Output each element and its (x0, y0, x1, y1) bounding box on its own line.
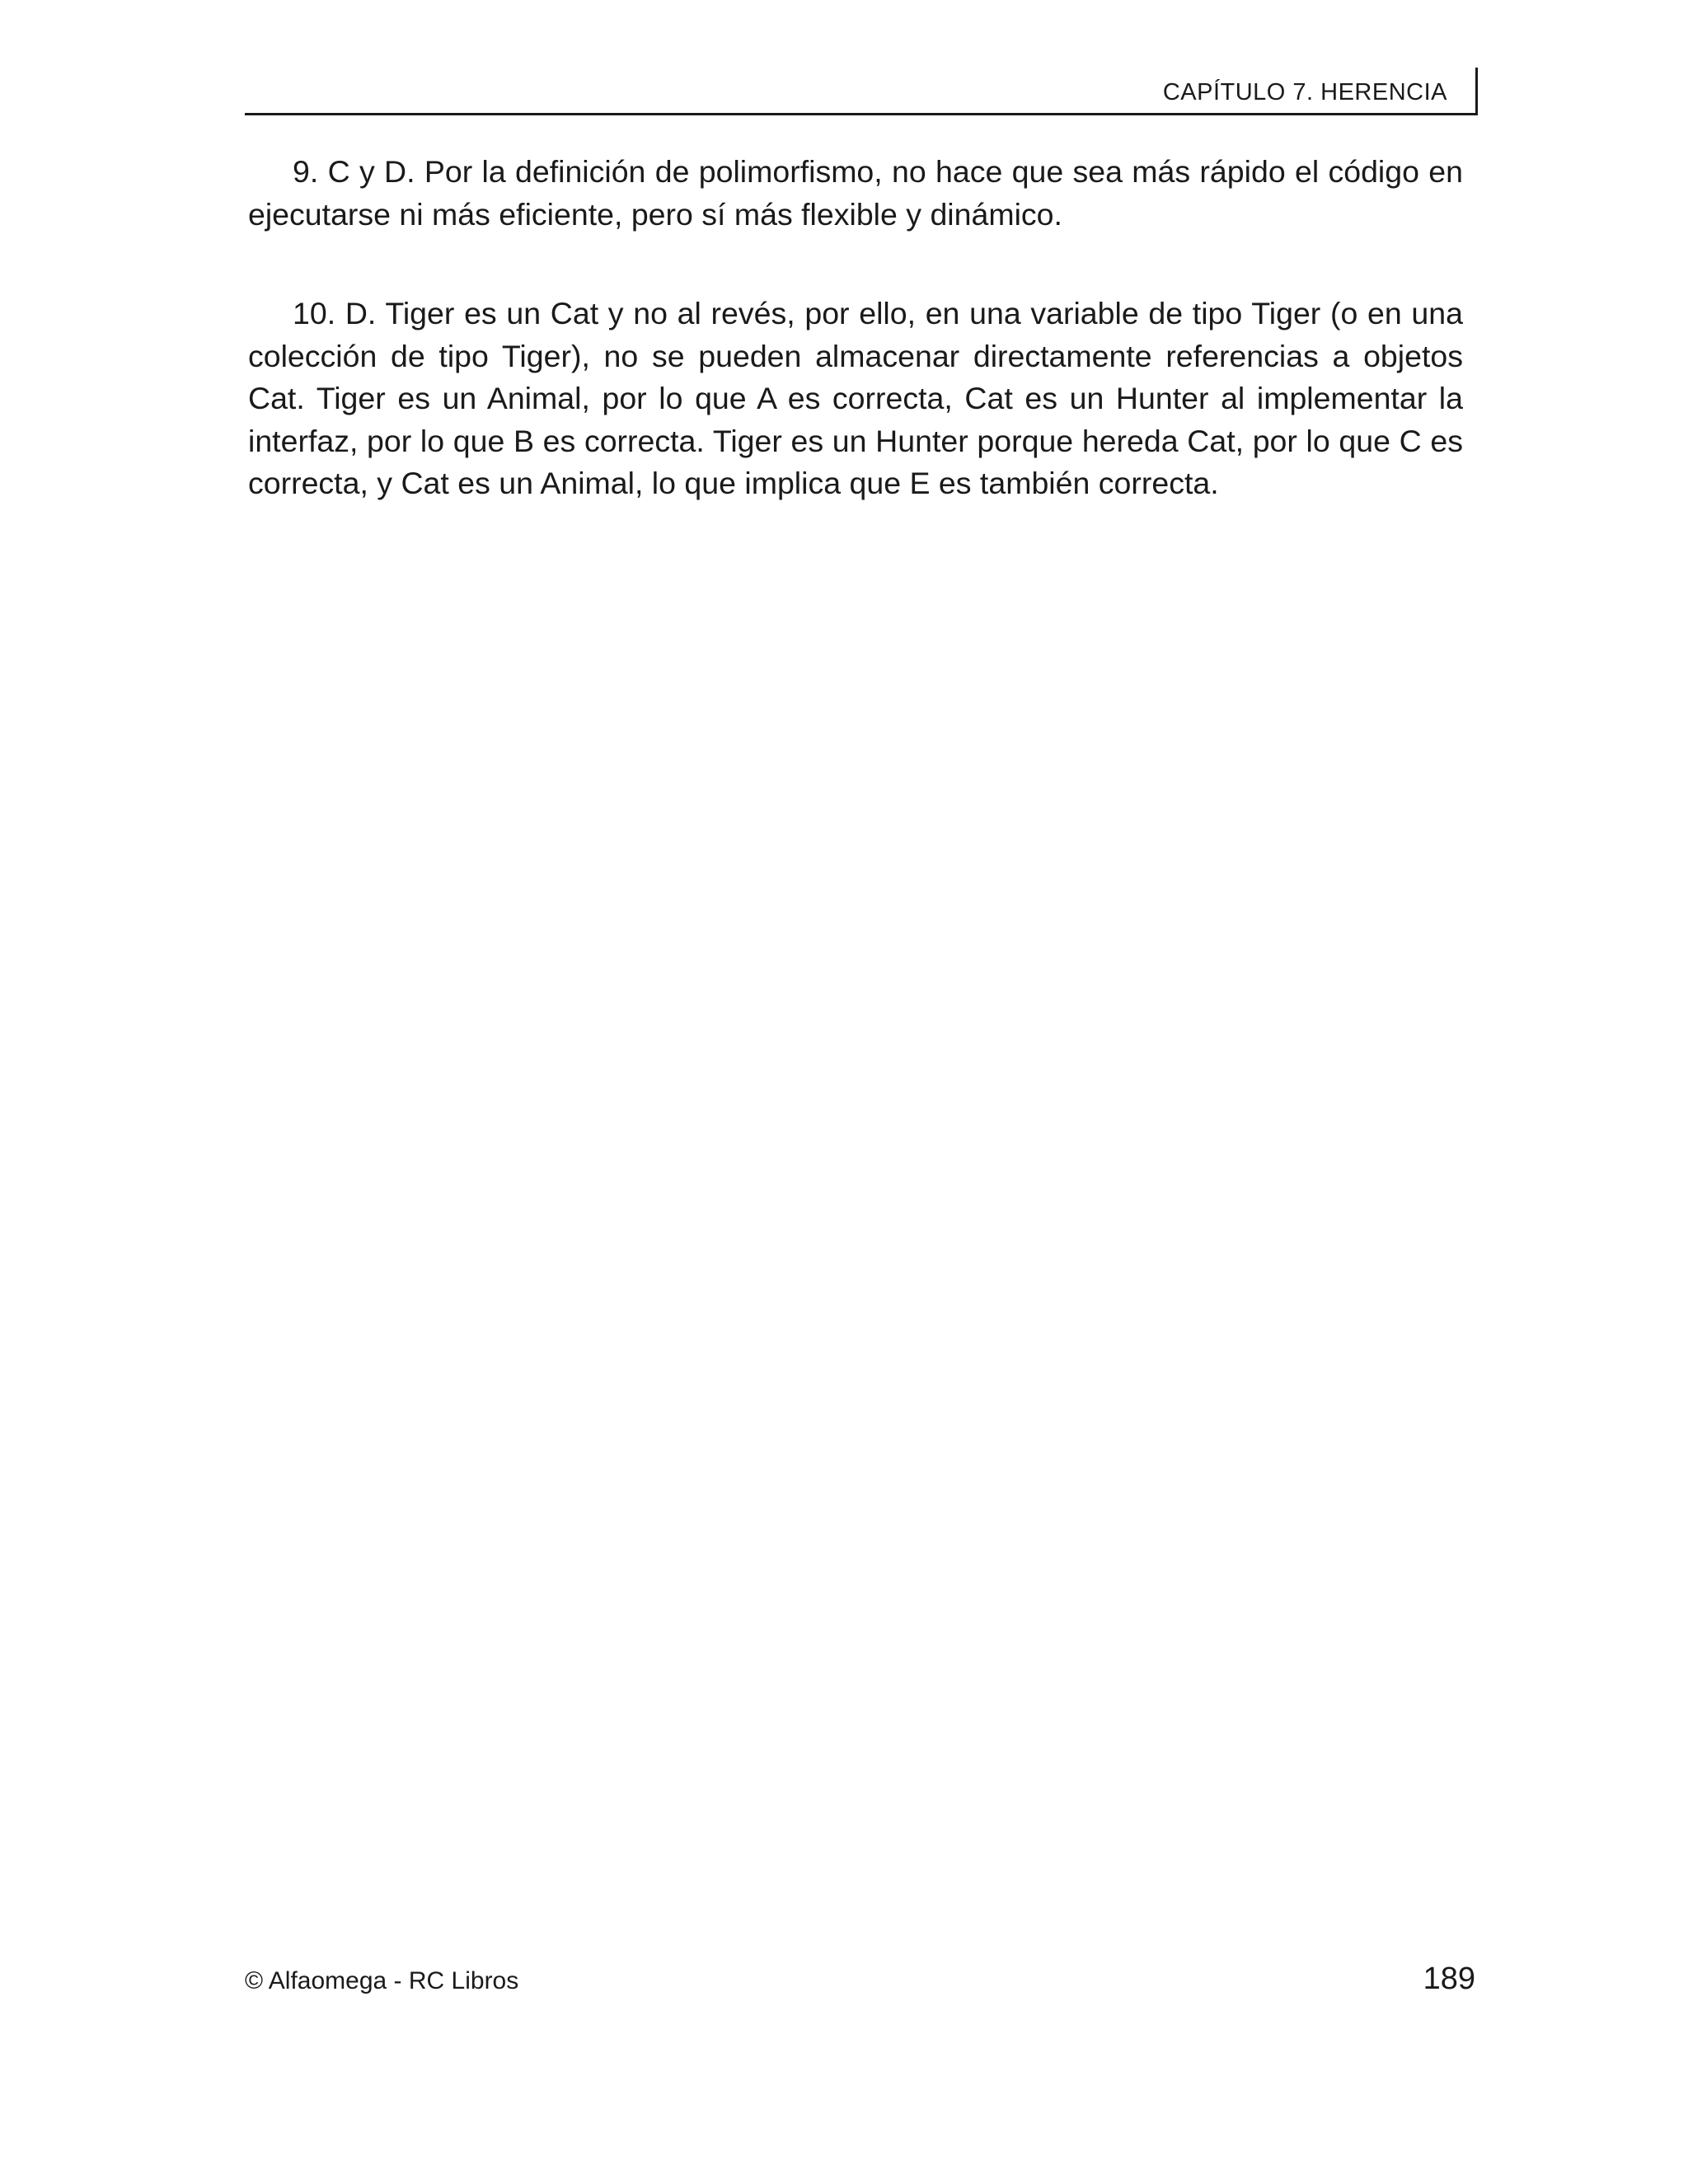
copyright-notice: © Alfaomega - RC Libros (245, 1967, 519, 1994)
page-header (245, 64, 1478, 115)
answer-paragraph-10: 10. D. Tiger es un Cat y no al revés, por ello, en una variable de tipo Tiger (o en una colección de tipo Tiger), no se pueden almacenar directamente referencias a objetos Cat. Tiger es un Animal, por lo que A es correcta, Cat es un Hunter al implementar la interfaz, por lo que B es correcta. Tiger es un Hunter porque hereda Cat, por lo que C es correcta, y Cat es un Animal, lo que implica que E es también correcta. (248, 296, 1463, 500)
page-content (248, 151, 1463, 562)
page-number: 189 (1423, 1961, 1475, 1996)
chapter-title: CAPÍTULO 7. HERENCIA (1162, 79, 1447, 105)
page-footer (245, 1960, 1478, 2001)
answer-paragraph-9: 9. C y D. Por la definición de polimorfismo, no hace que sea más rápido el código en ejecutarse ni más eficiente, pero sí más flexible y dinámico. (248, 154, 1463, 232)
header-vertical-rule (1475, 68, 1478, 113)
